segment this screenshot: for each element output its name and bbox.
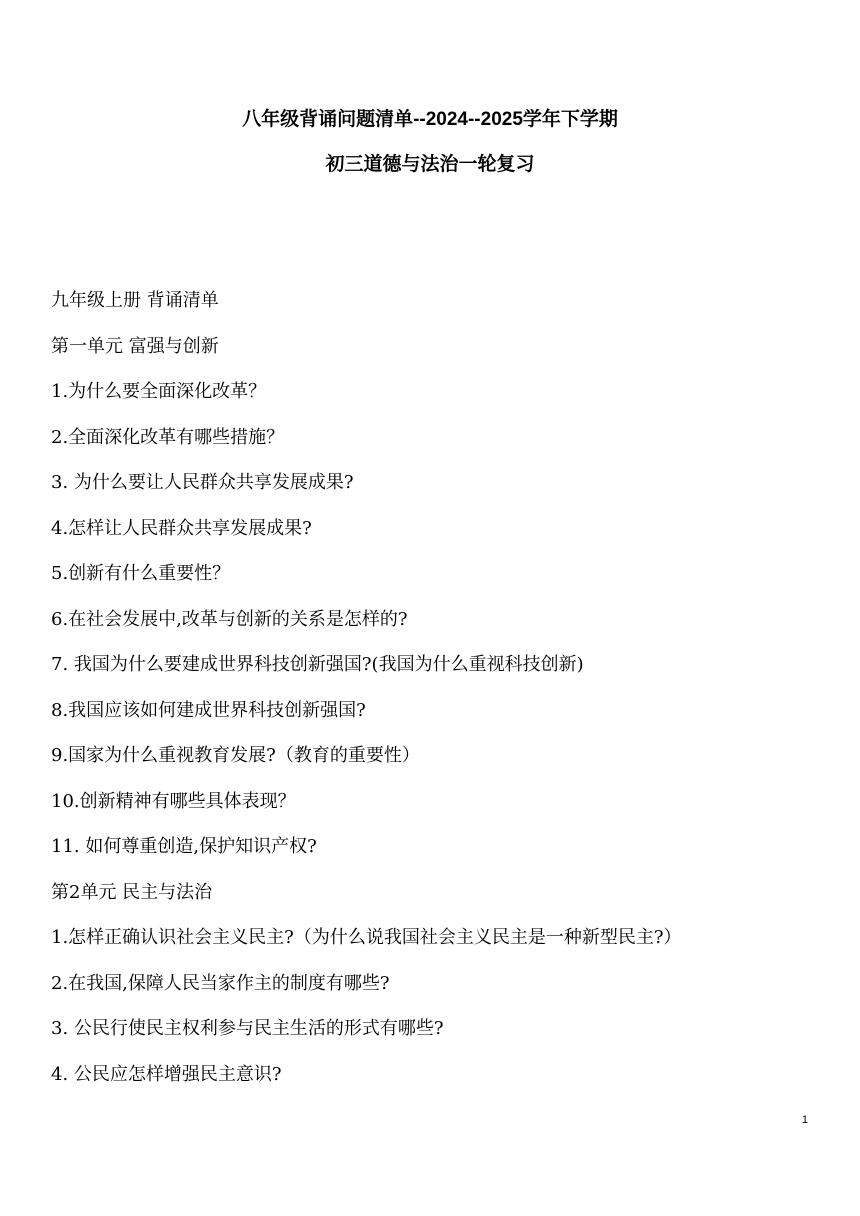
- question-item: 3. 为什么要让人民群众共享发展成果?: [51, 472, 354, 493]
- question-list: [51, 287, 841, 1106]
- unit-heading: 第2单元 民主与法治: [51, 881, 213, 903]
- question-item: 5.创新有什么重要性？: [51, 563, 231, 584]
- question-item: 2.全面深化改革有哪些措施？: [51, 426, 285, 448]
- document-subtitle: 初三道德与法治一轮复习: [325, 154, 535, 175]
- unit-heading: 第一单元 富强与创新: [51, 335, 219, 357]
- question-item: 8.我国应该如何建成世界科技创新强国?: [51, 699, 366, 721]
- question-item: 6.在社会发展中,改革与创新的关系是怎样的?: [51, 608, 408, 630]
- document-title: 八年级背诵问题清单--2024--2025学年下学期: [242, 109, 618, 130]
- section-heading: 九年级上册 背诵清单: [51, 290, 219, 311]
- question-item: 4.怎样让人民群众共享发展成果?: [51, 517, 312, 539]
- question-item: 11. 如何尊重创造,保护知识产权?: [51, 836, 317, 857]
- question-item: 2.在我国,保障人民当家作主的制度有哪些?: [51, 972, 390, 994]
- question-item: 10.创新精神有哪些具体表现？: [51, 790, 296, 812]
- question-item: 3. 公民行使民主权利参与民主生活的形式有哪些?: [51, 1018, 444, 1039]
- question-item: 9.国家为什么重视教育发展?（教育的重要性）: [51, 745, 420, 766]
- question-item: 4. 公民应怎样增强民主意识?: [51, 1063, 282, 1085]
- question-item: 1.为什么要全面深化改革？: [51, 381, 267, 402]
- question-item: 7. 我国为什么要建成世界科技创新强国?(我国为什么重视科技创新): [51, 654, 584, 675]
- page-number: 1: [801, 1114, 808, 1126]
- question-item: 1.怎样正确认识社会主义民主?（为什么说我国社会主义民主是一种新型民主?）: [51, 927, 682, 948]
